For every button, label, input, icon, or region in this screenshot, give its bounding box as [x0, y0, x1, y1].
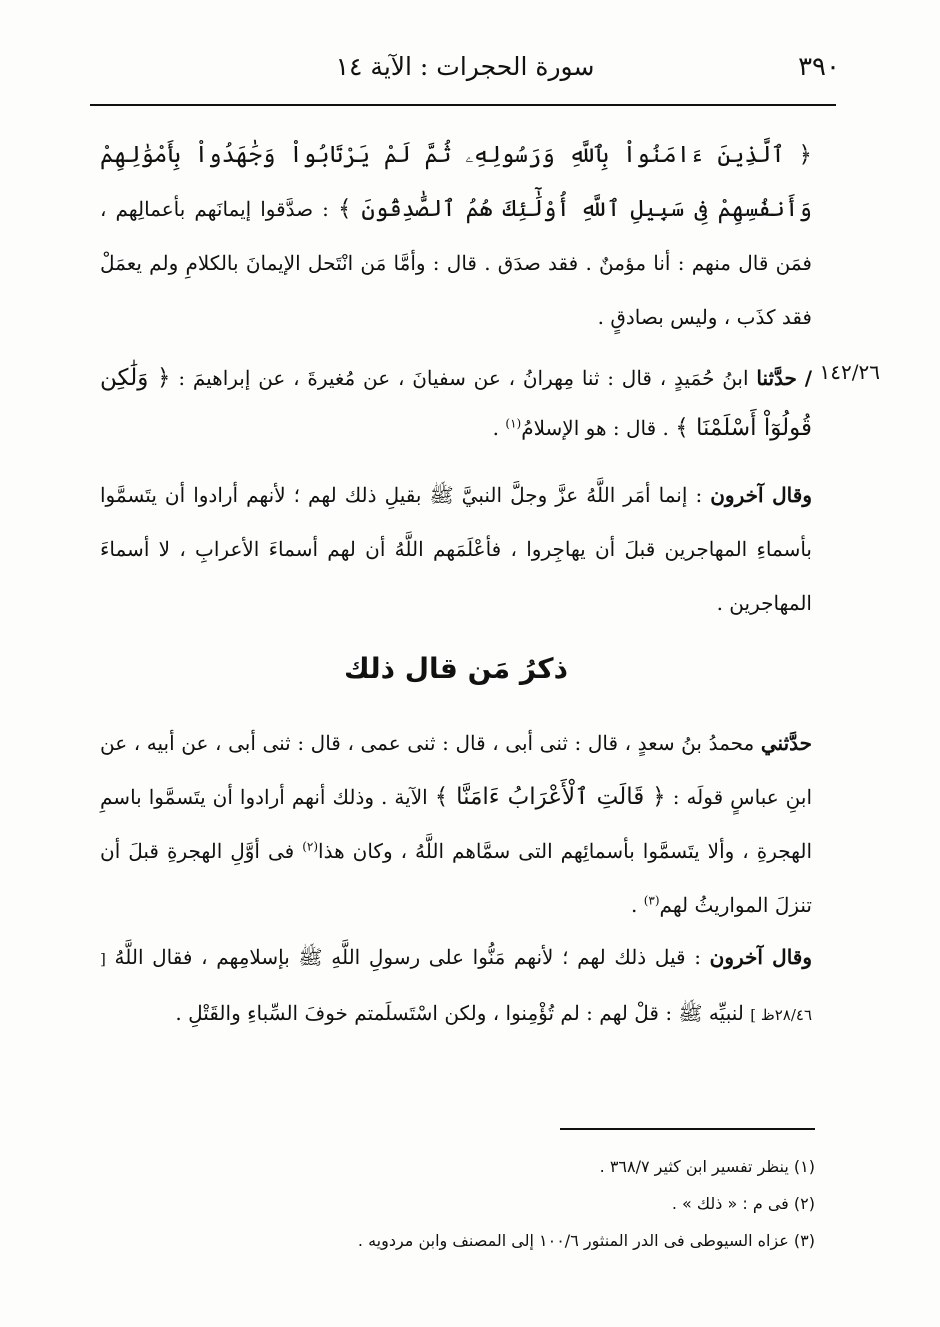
hadith-lead: حدَّثنا [756, 366, 797, 390]
header-rule [90, 104, 836, 106]
sentence-end: . [492, 416, 500, 440]
isnad-text: ابنُ حُمَيدٍ ، قال : ثنا مِهرانُ ، عن سفيانَ ، عن مُغيرةَ ، عن إبراهيمَ : [178, 366, 749, 390]
opinion-lead: وقال آخرون [709, 945, 813, 969]
hadith-lead: حدَّثني [760, 731, 813, 755]
page-number: ٣٩٠ [798, 52, 840, 82]
paragraph-text: : صدَّقوا إيمانَهم بأعمالِهم ، فمَن قال منهم : أنا مؤمنٌ . فقد صدَق . قال : وأمَّا مَن انْتَحل الإيمانَ بالكلامِ ولم يعمَلْ فقد كذَب ، وليس بصادقٍ . [100, 197, 812, 329]
footnote-2: (٢) فى م : « ذلك » . [671, 1194, 815, 1213]
paragraph-1 [100, 128, 812, 344]
paragraph-text-continued: لنبيِّه ﷺ : قلْ لهم : لم تُؤْمِنوا ، ولكن اسْتَسلَمتم خوفَ السِّباءِ والقَتْلِ . [175, 1001, 744, 1025]
footnote-ref[interactable]: (٣) [643, 893, 660, 908]
paragraph-text: . قال : هو الإسلامُ [521, 416, 669, 440]
quran-verse: ﴿ قَالَتِ ٱلْأَعْرَابُ ءَامَنَّا ﴾ [434, 784, 666, 810]
section-heading: ذكرُ مَن قال ذلك [344, 652, 568, 685]
footnote-ref[interactable]: (٢) [302, 839, 319, 854]
page-break-slash: / [804, 366, 812, 390]
manuscript-ref: [ ٢٨/٤٦ظ ] [100, 950, 812, 1024]
paragraph-text: الآية . وذلك أنهم أرادوا أن يتَسمَّوا باسمِ الهجرةِ ، وألا يتَسمَّوا بأسمائِهم التى سمَّاهم اللَّهُ ، وكان هذا [100, 785, 813, 863]
opinion-lead: وقال آخرون [710, 483, 812, 507]
footnote-1: (١) ينظر تفسير ابن كثير ٣٦٨/٧ . [599, 1157, 815, 1176]
paragraph-text-continued: فى أوَّلِ الهجرةِ قبلَ أن تنزلَ المواريثُ لهم [100, 839, 812, 917]
paragraph-2 [100, 353, 812, 453]
paragraph-5 [100, 930, 812, 1042]
footnote-3: (٣) عزاه السيوطى فى الدر المنثور ١٠٠/٦ إلى المصنف وابن مردويه . [357, 1231, 815, 1250]
margin-reference: ١٤٢/٢٦ [819, 360, 880, 384]
footnotes [100, 1148, 815, 1259]
paragraph-text: : إنما أمَر اللَّهُ عزَّ وجلَّ النبيَّ ﷺ بقيلِ ذلك لهم ؛ لأنهم أرادوا أن يتَسمَّوا بأسماءِ المهاجرين قبلَ أن يهاجِروا ، فأعْلَمَهم اللَّهُ أن لهم أسماءَ الأعرابِ ، لا أسماءَ المهاجرين . [100, 483, 812, 615]
paragraph-4 [100, 716, 812, 932]
quran-verse: ﴿ ٱلَّذِينَ ءَامَنُواْ بِٱللَّهِ وَرَسُولِهِۦ ثُمَّ لَمْ يَرْتَابُواْ وَجَٰهَدُواْ بِأَمْوَٰلِهِمْ وَأَنفُسِهِمْ فِى سَبِيلِ ٱللَّهِ أُوْلَٰٓئِكَ هُمُ ٱلصَّٰدِقُونَ ﴾ [100, 142, 812, 222]
paragraph-text: : قيل ذلك لهم ؛ لأنهم مَنُّوا على رسولِ اللَّهِ ﷺ بإسلامِهم ، فقال اللَّهُ [114, 945, 701, 969]
running-title: سورة الحجرات : الآية ١٤ [335, 52, 595, 81]
sentence-end: . [630, 893, 638, 917]
footnote-rule [560, 1128, 815, 1130]
quran-verse: ﴿ وَلَٰكِن قُولُوٓاْ أَسْلَمْنَا ﴾ [100, 365, 812, 441]
paragraph-3 [100, 468, 812, 630]
page-header [90, 44, 840, 106]
isnad-text: محمدُ بنُ سعدٍ ، قال : ثنى أبى ، قال : ثنى عمى ، قال : ثنى أبى ، عن أبيه ، عن ابنِ عباسٍ قولَه : [100, 731, 813, 809]
footnote-ref[interactable]: (١) [505, 416, 522, 431]
